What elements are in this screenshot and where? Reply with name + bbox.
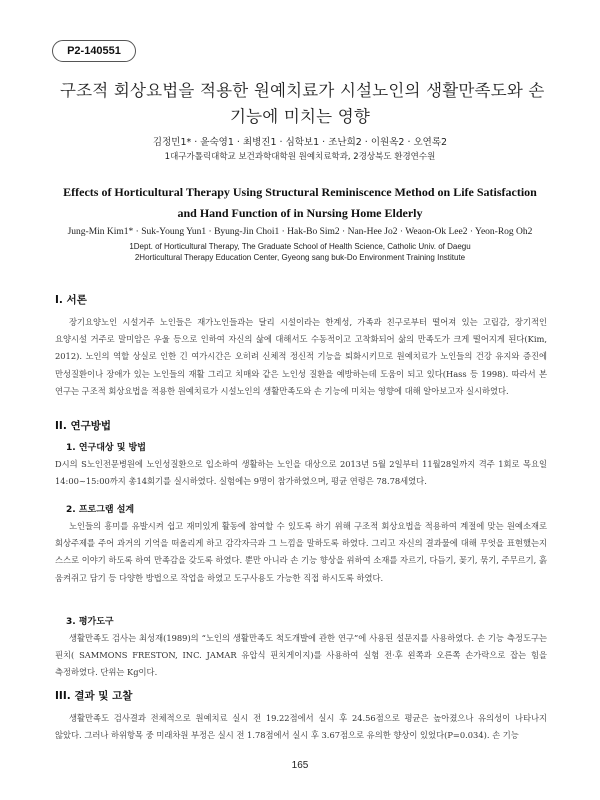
korean-authors: 김정민1* · 윤숙영1 · 최병진1 · 심학보1 · 조난희2 · 이원옥2 · 오연록2 <box>152 137 448 148</box>
page-number: 165 <box>291 760 309 771</box>
intro-paragraph: 장기요양노인 시설거주 노인들은 재가노인들과는 달리 시설이라는 한계성, 가족과 친구로부터 떨어져 있는 고립감, 장기적인 요양시설 거주로 말미암은 우울 등으로 인하여 자신의 삶에 대해서도 수동적이고 고착화되어 삶의 만족도가 크게 떨어지게 된다(Kim, 2012). 노인의 역할 상실로 인한 긴 여가시간은 오히려 신체적 정신적 기능을 퇴화시키므로 원예치료가 노인들의 건강 유지와 증진에 만성질환이나 장애가 있는 노인들의 재활 그리고 치매와 같은 노인성 질환을 예방하는데 도움이 되고 있다(Hass 등 1998). 따라서 본 연구는 구조적 회상요법을 적용한 원예치료가 시설노인의 생활만족도와 손 기능에 미치는 영향에 대해 알아보고자 실시하였다. <box>55 317 547 396</box>
subsection-heading-subjects: 1. 연구대상 및 방법 <box>66 443 146 453</box>
korean-title-line-1: 구조적 회상요법을 적용한 원예치료가 시설노인의 생활만족도와 손 <box>60 81 545 100</box>
instruments-paragraph: 생활만족도 검사는 최성재(1989)의 “노인의 생활만족도 척도개발에 관한 연구”에 사용된 설문지를 사용하였다. 손 기능 측정도구는 핀치( SAMMONS FRESTON, INC. JAMAR 유압식 핀치게이지)를 사용하여 실험 전·후 왼쪽과 오른쪽 손가락으로 잡는 힘을 측정하였다. 단위는 Kg이다. <box>55 633 547 678</box>
english-affiliation-1: 1Dept. of Horticultural Therapy, The Graduate School of Health Science, Catholic Univ. of Daegu <box>129 242 471 251</box>
english-authors: Jung-Min Kim1* · Suk-Young Yun1 · Byung-Jin Choi1 · Hak-Bo Sim2 · Nan-Hee Jo2 · Weaon-Ok Lee2 · Yeon-Rog Oh2 <box>67 227 533 237</box>
english-affiliation-2: 2Horticultural Therapy Education Center, Gyeong sang buk-Do Environment Training Institute <box>134 253 466 262</box>
korean-title <box>60 78 545 130</box>
subjects-paragraph: D시의 S노인전문병원에 노인성질환으로 입소하여 생활하는 노인을 대상으로 2013년 5월 2일부터 11월28일까지 격주 1회로 목요일 14:00~15:00까지 총14회기를 실시하였다. 실험에는 9명이 참가하였으며, 평균 연령은 78.78세였다. <box>55 459 547 487</box>
results-paragraph: 생활만족도 검사결과 전체적으로 원예치료 실시 전 19.22점에서 실시 후 24.56점으로 평균은 높아졌으나 유의성이 나타나지 않았다. 그러나 하위항목 중 미래차원 부정은 실시 전 1.78점에서 실시 후 3.67점으로 유의한 향상이 있었다(P=0.034). 손 기능 <box>55 713 547 741</box>
english-title-line-2: and Hand Function of in Nursing Home Elderly <box>177 206 423 220</box>
program-paragraph: 노인들의 흥미를 유발시켜 쉽고 재미있게 활동에 참여할 수 있도록 하기 위해 구조적 회상요법을 적용하여 계절에 맞는 원예소재로 회상주제를 주어 과거의 기억을 떠올리게 하고 감각자극과 그 느낌을 말하도록 하였다. 그리고 자신의 결과물에 대해 무엇을 표현했는지 스스로 이야기 하도록 하여 만족감을 갖도록 하였다. 뿐만 아니라 손 기능 향상을 위하여 소재를 자르기, 다듬기, 꽂기, 묶기, 주무르기, 흙 움켜쥐고 담기 등 다양한 방법으로 작업을 하였고 도구사용도 가능한 직접 하시도록 하였다. <box>55 521 547 583</box>
section-heading-results: III. 결과 및 고찰 <box>55 690 133 702</box>
english-title <box>20 182 580 224</box>
subsection-heading-program: 2. 프로그램 설계 <box>66 505 135 515</box>
english-title-line-1: Effects of Horticultural Therapy Using Structural Reminiscence Method on Life Satisfaction <box>63 185 537 199</box>
subsection-heading-instruments: 3. 평가도구 <box>66 617 114 627</box>
section-heading-intro: I. 서론 <box>55 294 87 306</box>
english-affiliations <box>20 241 580 263</box>
korean-title-line-2: 기능에 미치는 영향 <box>229 107 370 126</box>
korean-affiliations: 1대구가톨릭대학교 보건과학대학원 원예치료학과, 2경상북도 환경연수원 <box>164 152 436 162</box>
paper-code-badge: P2-140551 <box>52 40 136 62</box>
section-heading-methods: II. 연구방법 <box>55 420 112 432</box>
